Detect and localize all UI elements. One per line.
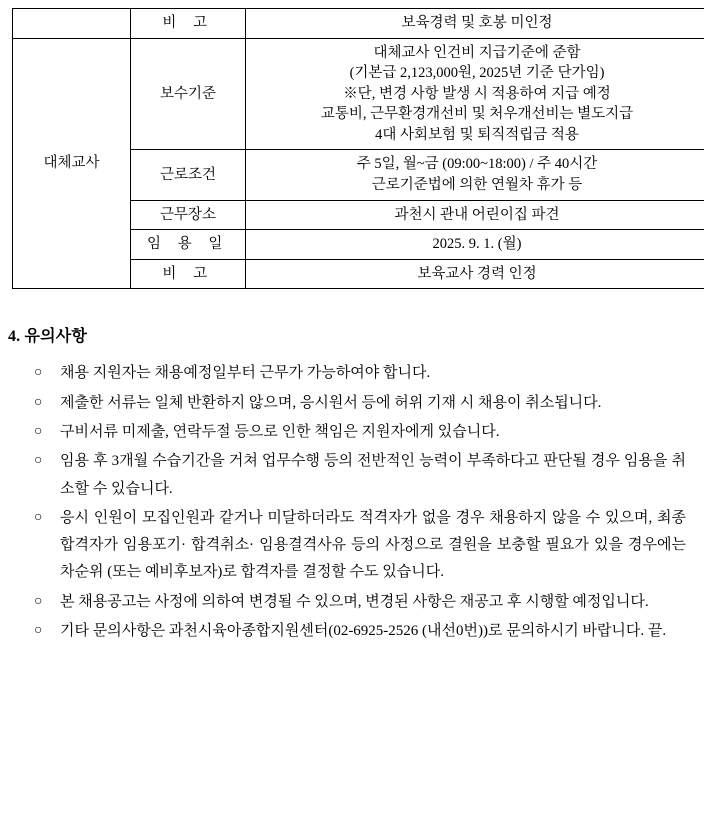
value-line: (기본급 2,123,000원, 2025년 기준 단가임) xyxy=(248,63,704,84)
notice-list xyxy=(0,360,704,645)
row-value-work-conditions xyxy=(246,150,704,200)
row-value-note-bottom: 보육교사 경력 인정 xyxy=(246,259,704,289)
list-item xyxy=(34,419,686,446)
list-item xyxy=(34,589,686,616)
row-value-appointment-date: 2025. 9. 1. (월) xyxy=(246,230,704,260)
row-value-workplace: 과천시 관내 어린이집 파견 xyxy=(246,200,704,230)
section-heading xyxy=(8,323,704,346)
section-title: 유의사항 xyxy=(25,328,87,345)
row-label-substitute-teacher: 대체교사 xyxy=(13,38,131,289)
list-item xyxy=(34,360,686,387)
section-number: 4. xyxy=(8,328,20,345)
circle-bullet-icon: ○ xyxy=(34,390,42,415)
row-value-pay-standard xyxy=(246,38,704,150)
value-line: 근로기준법에 의한 연월차 휴가 등 xyxy=(248,175,704,196)
empty-corner-cell xyxy=(13,9,131,39)
circle-bullet-icon: ○ xyxy=(34,419,42,444)
list-item xyxy=(34,618,686,645)
table-row xyxy=(13,9,704,39)
recruitment-conditions-table xyxy=(12,8,704,289)
list-item-text: 제출한 서류는 일체 반환하지 않으며, 응시원서 등에 허위 기재 시 채용이 취소됩니다. xyxy=(60,395,601,411)
list-item-text: 임용 후 3개월 수습기간을 거쳐 업무수행 등의 전반적인 능력이 부족하다고 판단될 경우 임용을 취소할 수 있습니다. xyxy=(60,453,686,496)
row-key-note-bottom: 비 고 xyxy=(131,259,246,289)
list-item-text: 본 채용공고는 사정에 의하여 변경될 수 있으며, 변경된 사항은 재공고 후 시행할 예정입니다. xyxy=(60,594,649,610)
document-page xyxy=(0,8,704,815)
list-item xyxy=(34,390,686,417)
circle-bullet-icon: ○ xyxy=(34,505,42,530)
circle-bullet-icon: ○ xyxy=(34,448,42,473)
value-line: ※단, 변경 사항 발생 시 적용하여 지급 예정 xyxy=(248,84,704,105)
table-row xyxy=(13,38,704,150)
list-item-text: 응시 인원이 모집인원과 같거나 미달하더라도 적격자가 없을 경우 채용하지 않을 수 있으며, 최종합격자가 임용포기· 합격취소· 임용결격사유 등의 사정으로 결원을 보충할 필요가 있을 경우에는 차순위 (또는 예비후보자)로 합격자를 결정할 수도 있습니다. xyxy=(60,510,686,581)
list-item-text: 기타 문의사항은 과천시육아종합지원센터(02-6925-2526 (내선0번))로 문의하시기 바랍니다. 끝. xyxy=(60,623,666,639)
row-key-appointment-date: 임 용 일 xyxy=(131,230,246,260)
row-key-work-conditions: 근로조건 xyxy=(131,150,246,200)
circle-bullet-icon: ○ xyxy=(34,618,42,643)
value-line: 4대 사회보험 및 퇴직적립금 적용 xyxy=(248,125,704,146)
value-line: 주 5일, 월~금 (09:00~18:00) / 주 40시간 xyxy=(248,154,704,175)
circle-bullet-icon: ○ xyxy=(34,360,42,385)
value-line: 교통비, 근무환경개선비 및 처우개선비는 별도지급 xyxy=(248,104,704,125)
list-item xyxy=(34,505,686,587)
value-line: 대체교사 인건비 지급기준에 준함 xyxy=(248,43,704,64)
table-body xyxy=(13,9,704,289)
row-value-note-top: 보육경력 및 호봉 미인정 xyxy=(246,9,704,39)
list-item-text: 구비서류 미제출, 연락두절 등으로 인한 책임은 지원자에게 있습니다. xyxy=(60,424,499,440)
list-item xyxy=(34,448,686,503)
row-key-note-top: 비 고 xyxy=(131,9,246,39)
row-key-pay-standard: 보수기준 xyxy=(131,38,246,150)
row-key-workplace: 근무장소 xyxy=(131,200,246,230)
circle-bullet-icon: ○ xyxy=(34,589,42,614)
list-item-text: 채용 지원자는 채용예정일부터 근무가 가능하여야 합니다. xyxy=(60,365,430,381)
